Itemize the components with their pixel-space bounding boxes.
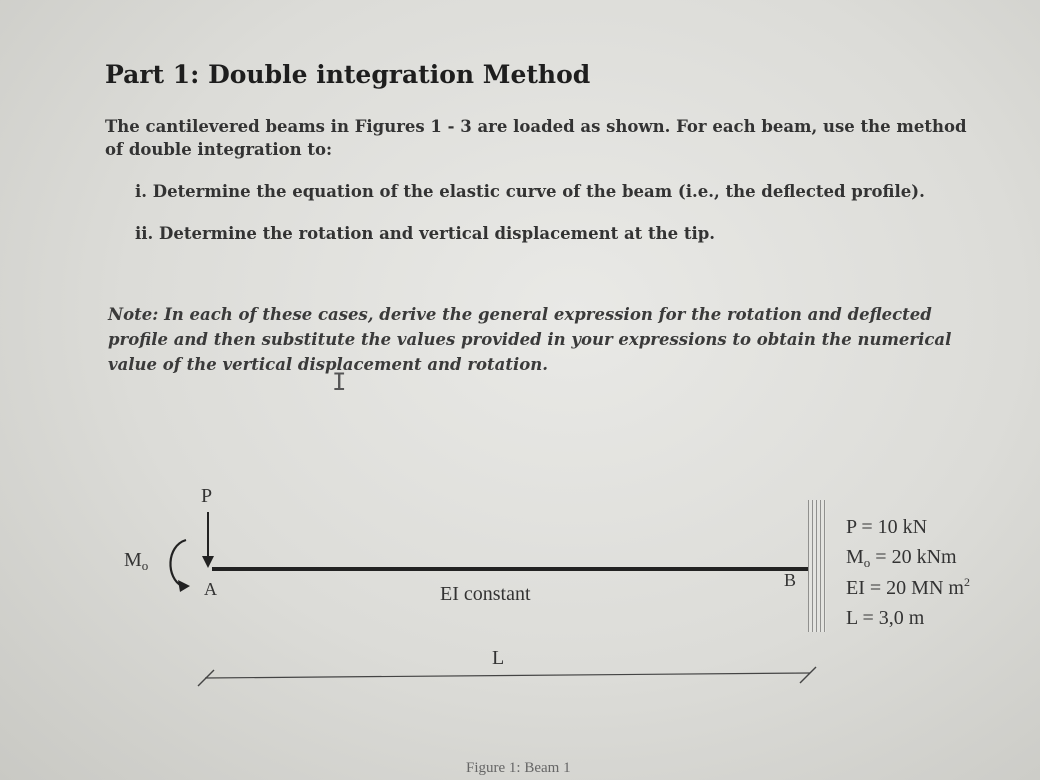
note-lead: Note: bbox=[108, 305, 159, 324]
given-length: L = 3,0 m bbox=[846, 607, 925, 629]
given-moment-prefix: M bbox=[846, 546, 864, 568]
span-tick-right bbox=[800, 667, 816, 683]
given-stiffness-main: EI = 20 MN m bbox=[846, 577, 964, 599]
span-dimension-line bbox=[205, 673, 810, 678]
given-load: P = 10 kN bbox=[846, 516, 928, 538]
point-b-label: B bbox=[784, 570, 797, 590]
figure-caption: Figure 1: Beam 1 bbox=[466, 760, 571, 776]
beam-property-label: EI constant bbox=[440, 583, 531, 605]
load-arrow-icon bbox=[202, 556, 214, 568]
span-label: L bbox=[492, 647, 505, 669]
given-stiffness bbox=[846, 575, 970, 599]
load-label: P bbox=[201, 485, 213, 507]
intro-paragraph: The cantilevered beams in Figures 1 - 3 are loaded as shown. For each beam, use the method of double integration to: bbox=[105, 117, 967, 159]
given-moment-sub: o bbox=[863, 555, 871, 570]
text-cursor-icon: I bbox=[332, 368, 347, 396]
fixed-support-wall bbox=[808, 500, 826, 632]
note-body: In each of these cases, derive the general expression for the rotation and deflected profile and then substitute the values provided in your expressions to obtain the numerical value of the vertical displacement and rotation. bbox=[108, 305, 952, 374]
moment-arc bbox=[170, 540, 186, 586]
given-moment-rest: = 20 kNm bbox=[870, 546, 957, 568]
given-moment bbox=[846, 546, 957, 570]
task-item-2: ii. Determine the rotation and vertical displacement at the tip. bbox=[135, 224, 716, 243]
page-title: Part 1: Double integration Method bbox=[105, 60, 591, 89]
given-stiffness-sup: 2 bbox=[963, 575, 970, 589]
moment-label-sub: o bbox=[141, 558, 149, 573]
point-a-label: A bbox=[204, 579, 217, 599]
moment-label-main: M bbox=[124, 549, 142, 571]
moment-arrow-icon bbox=[178, 580, 190, 592]
moment-label bbox=[124, 549, 148, 573]
task-item-1: i. Determine the equation of the elastic curve of the beam (i.e., the deflected profile). bbox=[135, 182, 925, 201]
